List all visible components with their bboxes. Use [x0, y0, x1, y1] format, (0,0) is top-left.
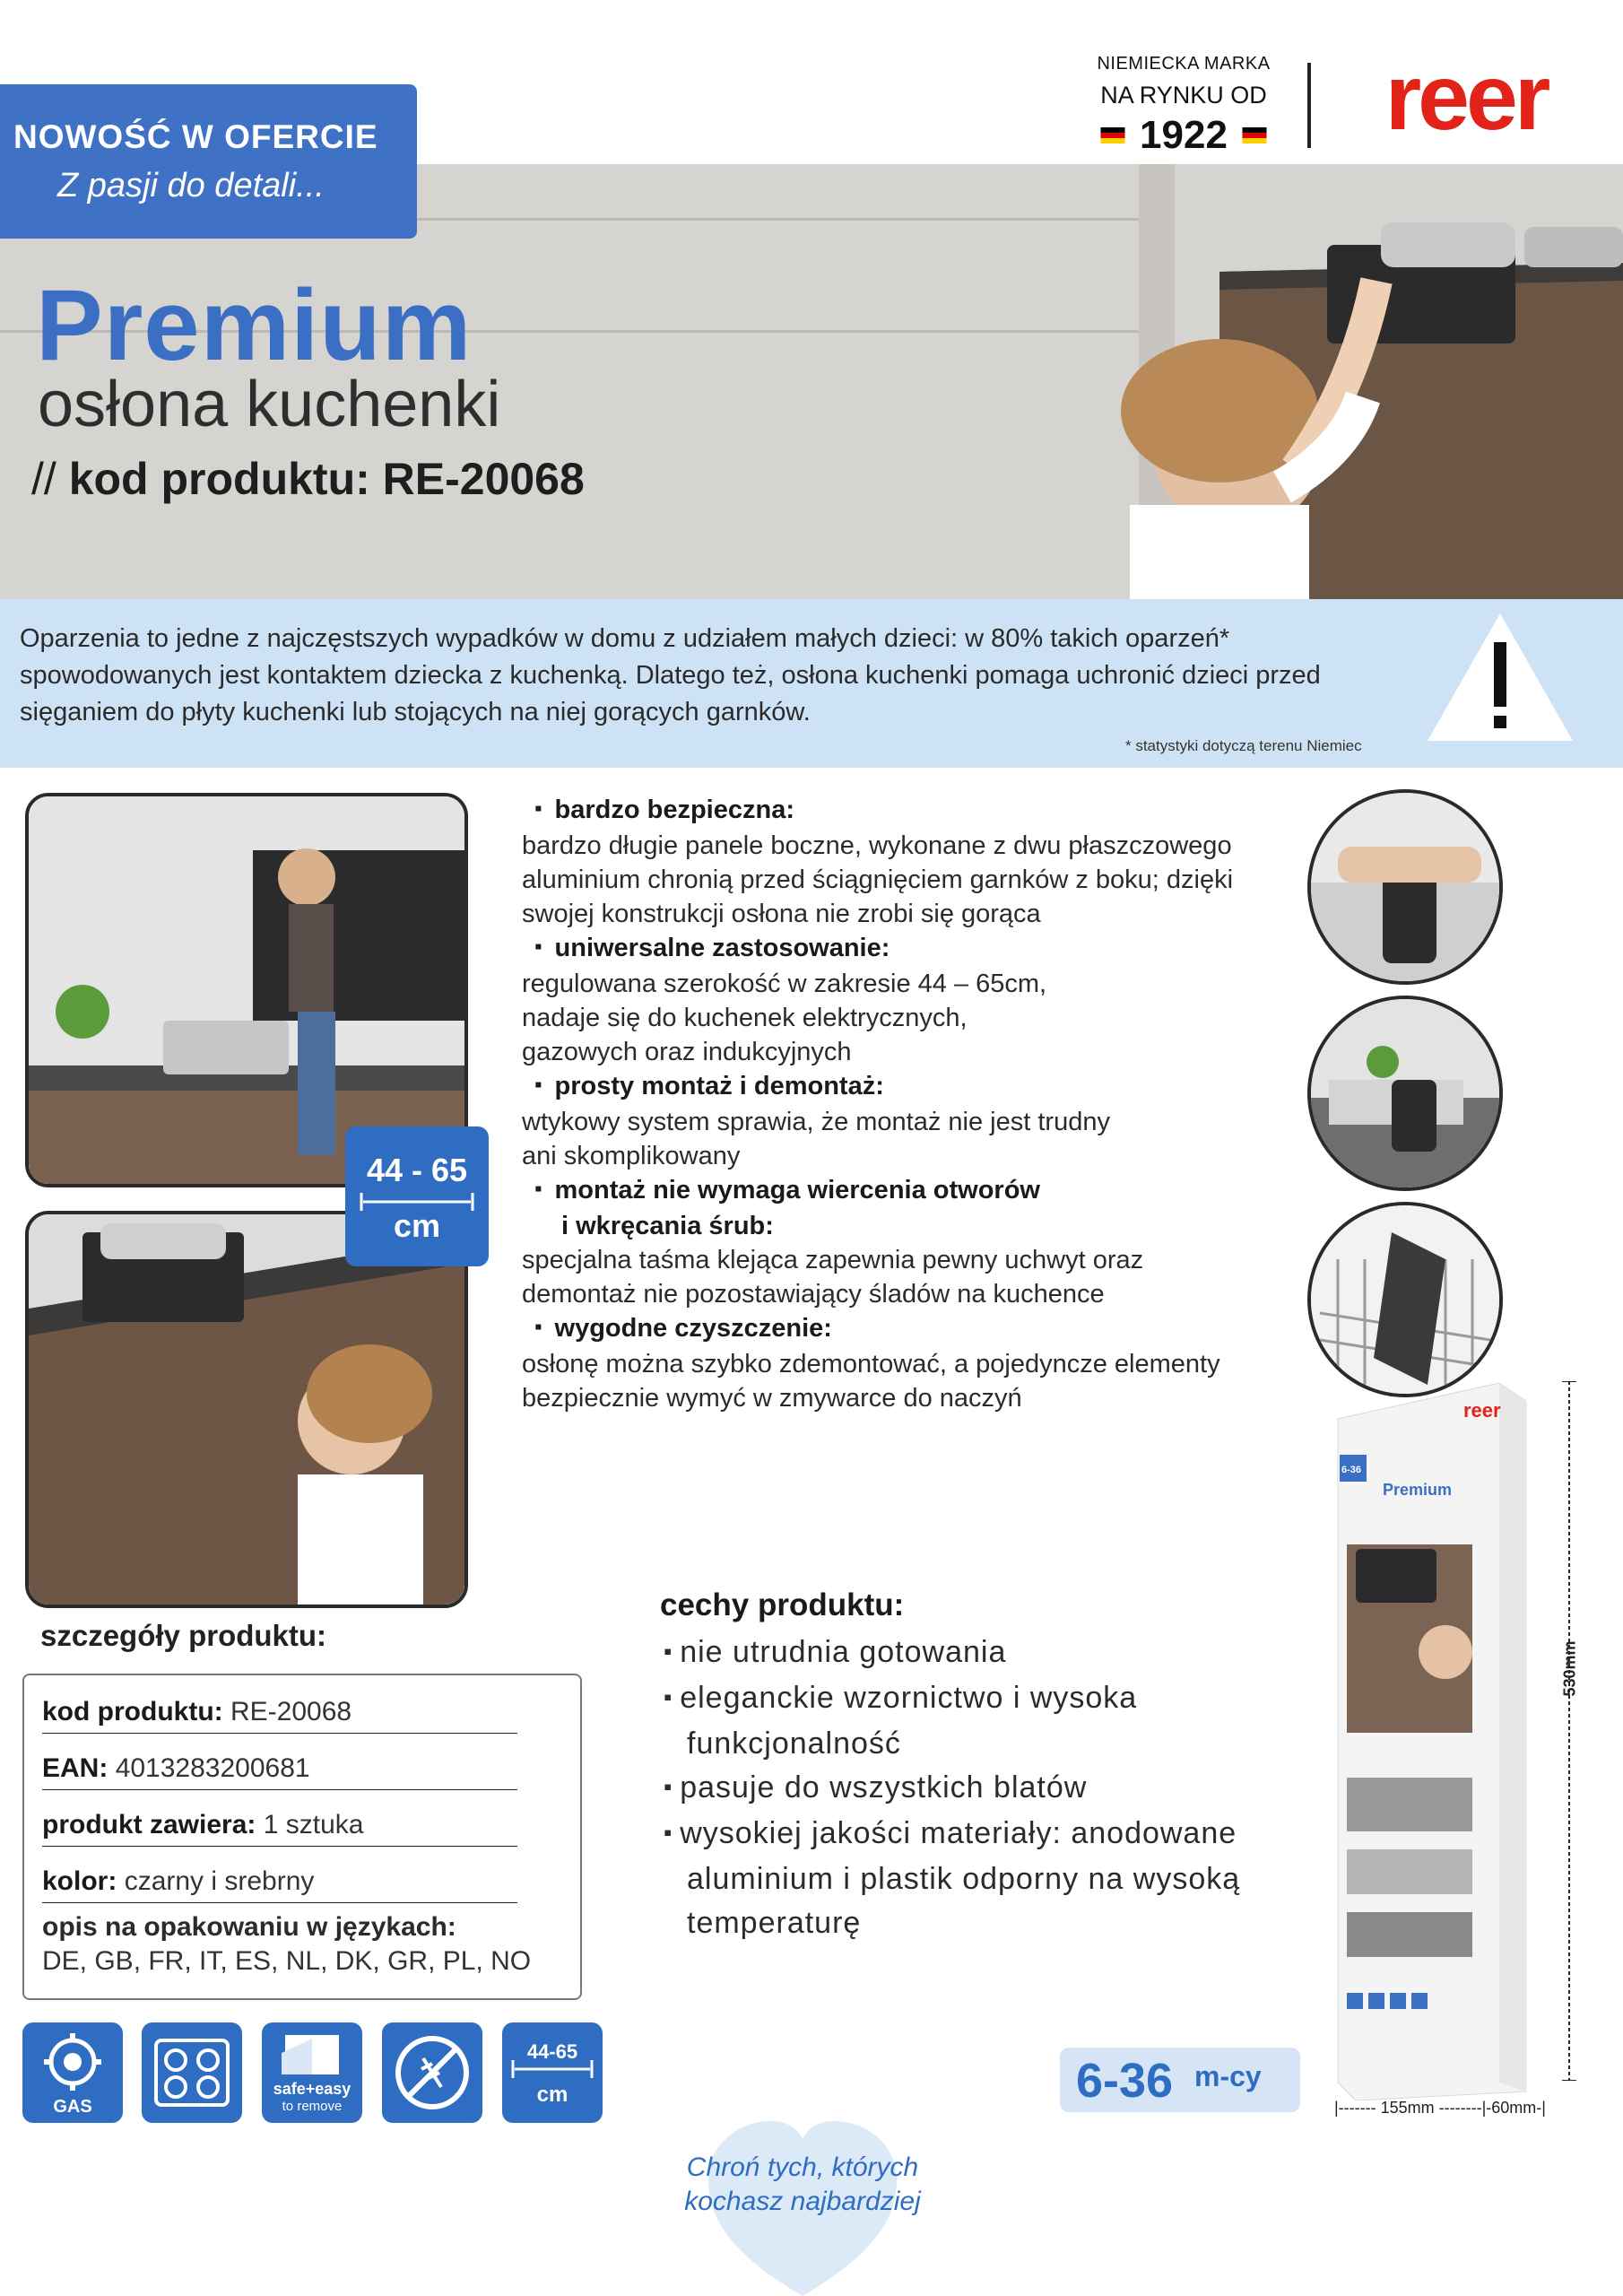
- feature-heading: ▪ montaż nie wymaga wiercenia otworów: [522, 1173, 1311, 1209]
- no-drilling-icon: [382, 2022, 482, 2123]
- size-range-icon: [502, 2022, 603, 2123]
- brand-caption-line1: NIEMIECKA MARKA: [1097, 54, 1271, 74]
- side-panel-illustration: [1311, 793, 1499, 981]
- details-title: szczegóły produktu:: [40, 1619, 327, 1652]
- detail-value: 1 sztuka: [263, 1810, 364, 1839]
- product-code-line: [31, 453, 585, 505]
- svg-text:reer: reer: [1384, 59, 1548, 149]
- feature-body: osłonę można szybko zdemontować, a pojedyncze elementy bezpiecznie wymyć w zmywarce do naczyń: [522, 1350, 1220, 1413]
- features-summary-item-cont: temperaturę: [687, 1906, 862, 1940]
- svg-text:6-36: 6-36: [1341, 1465, 1362, 1475]
- feature-heading-cont: i wkręcania śrub:: [561, 1212, 774, 1240]
- slogan: [655, 2151, 950, 2219]
- svg-text:reer: reer: [1463, 1399, 1501, 1422]
- feature-heading: ▪ bardzo bezpieczna:: [522, 793, 1311, 829]
- gas-icon: [22, 2022, 123, 2123]
- induction-hob-icon: [142, 2022, 242, 2123]
- svg-text:Premium: Premium: [1383, 1481, 1453, 1499]
- size-range-value: 44 - 65: [366, 1152, 468, 1188]
- warning-text: Oparzenia to jedne z najczęstszych wypadków w domu z udziałem małych dzieci: w 80% takich oparzeń* spowodowanych jest kontaktem dziecka z kuchenką. Dlatego też, osłona kuchenki pomaga uchronić dzieci przed sięganiem do płyty kuchenki lub stojących na niej gorących garnków.: [20, 624, 1321, 726]
- svg-text:to remove: to remove: [282, 2099, 343, 2114]
- brand-caption: [1058, 54, 1309, 158]
- languages-value: DE, GB, FR, IT, ES, NL, DK, GR, PL, NO: [42, 1946, 532, 1976]
- features-summary-item: ▪ wysokiej jakości materiały: anodowane: [664, 1812, 1291, 1857]
- package-width-label: |------- 155mm --------|-60mm-|: [1334, 2099, 1546, 2117]
- hob-icon: [142, 2022, 242, 2123]
- feature-heading: ▪ uniwersalne zastosowanie:: [522, 931, 1311, 967]
- detail-row: [42, 1753, 517, 1790]
- badge-subtitle: Z pasji do detali...: [57, 167, 325, 204]
- dishwasher-illustration: [1311, 1205, 1499, 1394]
- feature-list: [522, 793, 1311, 1415]
- warning-triangle-icon: [1424, 610, 1576, 744]
- photo-child-reaching: [25, 1211, 468, 1608]
- features-summary-item: ▪ nie utrudnia gotowania: [664, 1631, 1291, 1676]
- feature-heading: ▪ prosty montaż i demontaż:: [522, 1069, 1311, 1105]
- detail-photo-side-panel: [1307, 789, 1503, 985]
- safe-easy-remove-icon: [262, 2022, 362, 2123]
- feature-body: bardzo długie panele boczne, wykonane z dwu płaszczowego aluminium chronią przed ściągnięciem garnków z boku; dzięki swojej konstrukcji osłona nie zrobi się gorąca: [522, 831, 1234, 928]
- detail-photo-mounting: [1307, 996, 1503, 1191]
- height-dimension-line: [1560, 1381, 1578, 2081]
- detail-value: RE-20068: [230, 1697, 352, 1726]
- package-height-label: 530mm: [1560, 1640, 1579, 1697]
- detail-label: kolor:: [42, 1866, 117, 1896]
- feature-heading: ▪ wygodne czyszczenie:: [522, 1311, 1311, 1347]
- detail-label: EAN:: [42, 1753, 108, 1783]
- features-summary-item: ▪ pasuje do wszystkich blatów: [664, 1766, 1291, 1812]
- gas-flame-icon: [22, 2022, 123, 2123]
- safe-easy-icon: [262, 2022, 362, 2123]
- features-summary-item: ▪ eleganckie wzornictwo i wysoka: [664, 1676, 1291, 1722]
- svg-text:cm: cm: [536, 2083, 568, 2107]
- languages-label: [42, 1912, 456, 1943]
- detail-label: produkt zawiera:: [42, 1810, 256, 1839]
- detail-row: [42, 1866, 517, 1903]
- warning-footnote: * statystyki dotyczą terenu Niemiec: [1125, 737, 1362, 754]
- detail-row: [42, 1810, 517, 1847]
- german-flag-icon: [1240, 127, 1269, 144]
- product-code: kod produktu: RE-20068: [68, 454, 585, 504]
- brand-caption-line2: NA RYNKU OD: [1100, 82, 1267, 109]
- german-flag-icon: [1098, 127, 1127, 144]
- svg-text:GAS: GAS: [53, 2097, 92, 2117]
- code-prefix: //: [31, 454, 56, 504]
- detail-row: [42, 1697, 517, 1734]
- new-in-offer-badge: [0, 84, 417, 239]
- feature-body: specjalna taśma klejąca zapewnia pewny uchwyt oraz demontaż nie pozostawiający śladów na kuchence: [522, 1246, 1144, 1309]
- detail-value: czarny i srebrny: [124, 1866, 315, 1896]
- age-range-value: 6-36: [1076, 2054, 1174, 2108]
- badge-title: NOWOŚĆ W OFERCIE: [13, 118, 378, 155]
- svg-text:44-65: 44-65: [526, 2040, 578, 2063]
- width-range-icon: [502, 2022, 603, 2123]
- product-title: Premium: [36, 269, 473, 381]
- product-subtitle: osłona kuchenki: [38, 369, 501, 440]
- size-range-badge: [345, 1126, 489, 1266]
- features-summary-item-cont: funkcjonalność: [687, 1726, 901, 1761]
- brand-divider: [1307, 63, 1311, 148]
- feature-body: regulowana szerokość w zakresie 44 – 65cm, nadaje się do kuchenek elektrycznych, gazowych oraz indukcyjnych: [522, 970, 1047, 1066]
- features-summary-item-cont: aluminium i plastik odporny na wysoką: [687, 1862, 1241, 1896]
- slogan-line2: kochasz najbardziej: [684, 2187, 921, 2216]
- brand-year-row: [1058, 113, 1309, 158]
- detail-value: 4013283200681: [115, 1753, 310, 1783]
- brand-year: 1922: [1140, 113, 1228, 157]
- feature-body: wtykowy system sprawia, że montaż nie jest trudny ani skomplikowany: [522, 1108, 1110, 1170]
- age-range-badge: [1060, 2048, 1300, 2112]
- age-range-unit: m-cy: [1194, 2060, 1262, 2092]
- slogan-line1: Chroń tych, których: [686, 2152, 919, 2182]
- features-summary-title: cechy produktu:: [660, 1587, 905, 1622]
- no-screws-icon: [382, 2022, 482, 2123]
- languages-heading: opis na opakowaniu w językach:: [42, 1912, 456, 1942]
- mounting-illustration: [1311, 999, 1499, 1187]
- size-range-unit: cm: [393, 1207, 441, 1244]
- detail-label: kod produktu:: [42, 1697, 223, 1726]
- svg-text:safe+easy: safe+easy: [273, 2080, 352, 2098]
- detail-photo-dishwasher: [1307, 1202, 1503, 1397]
- features-summary-list: [664, 1631, 1291, 1945]
- product-package: [1320, 1383, 1544, 2100]
- reer-logo: [1336, 59, 1596, 149]
- details-box: [22, 1674, 582, 2000]
- kitchen-child-illustration: [29, 1214, 464, 1605]
